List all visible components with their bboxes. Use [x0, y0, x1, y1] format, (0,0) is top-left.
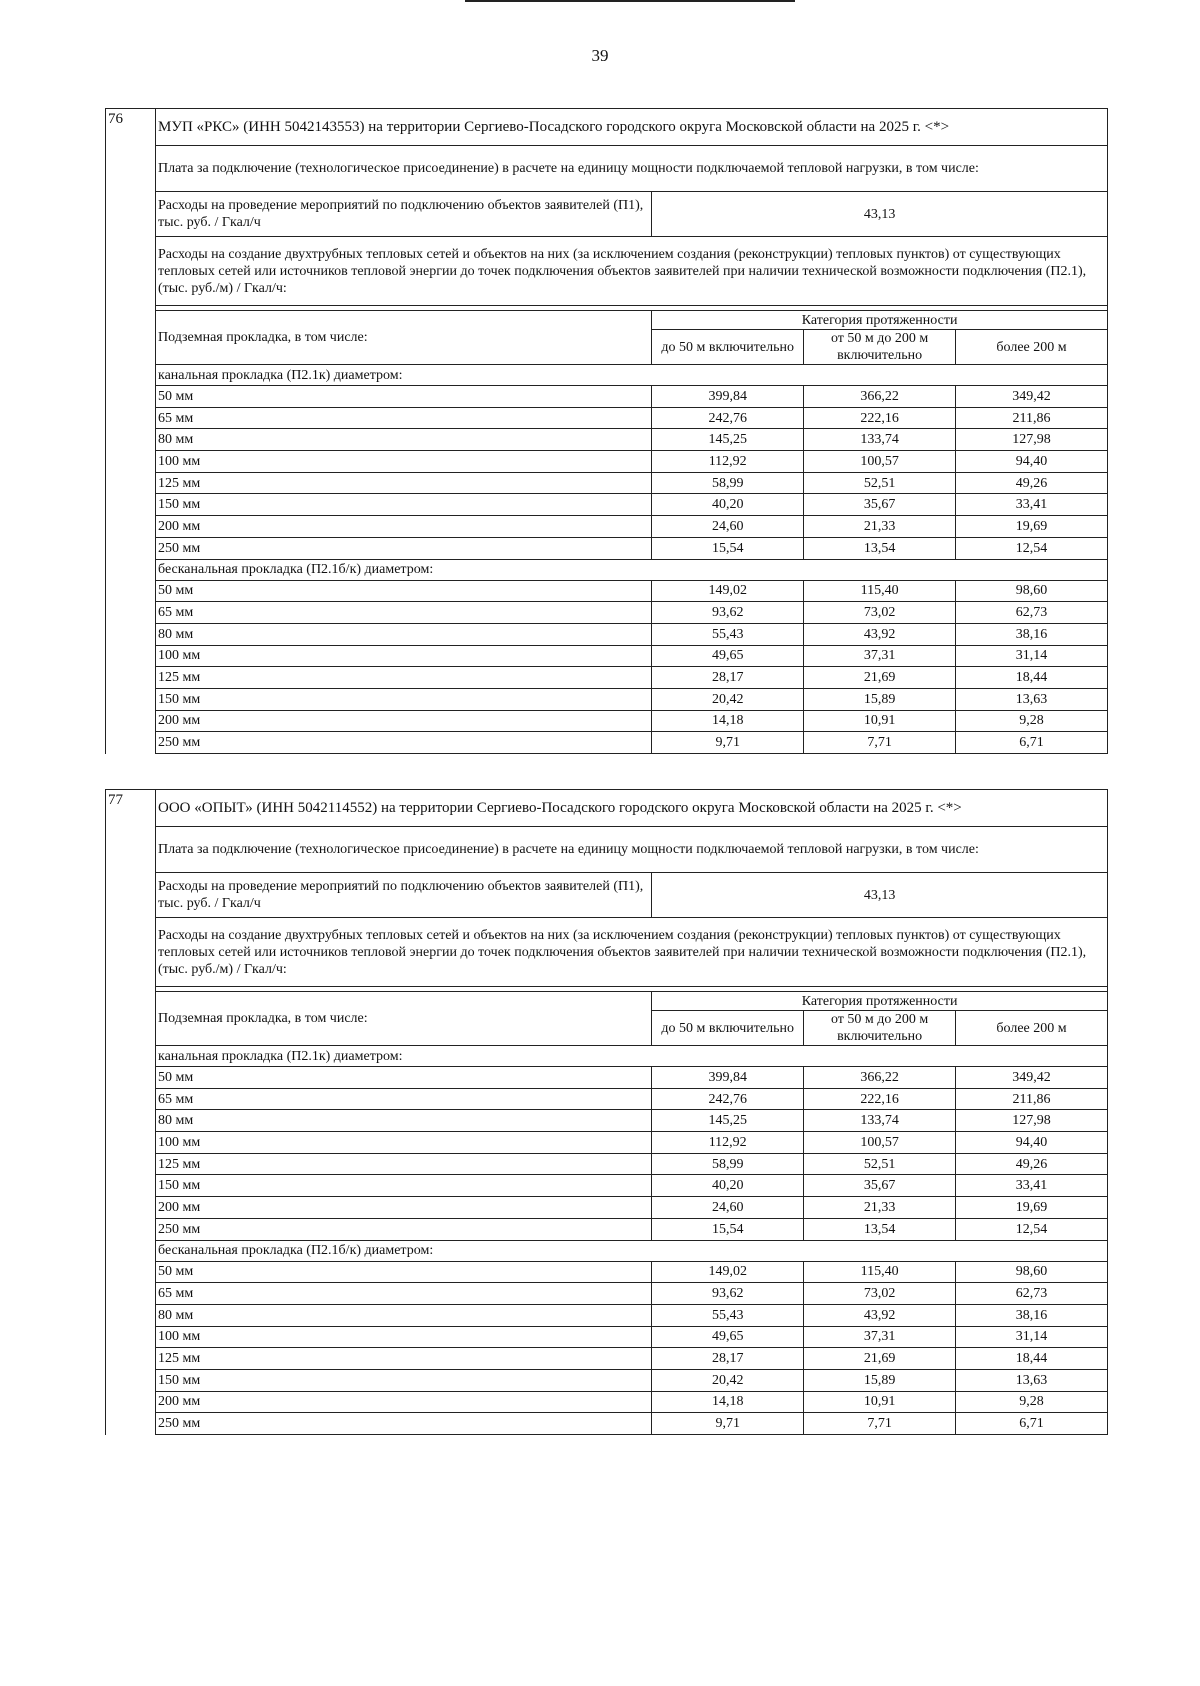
value-to-50: 20,42 — [652, 1369, 804, 1391]
diameter-cell: 200 мм — [156, 1197, 652, 1219]
table-row — [156, 1391, 1108, 1413]
value-to-50: 242,76 — [652, 1088, 804, 1110]
value-over-200: 38,16 — [956, 1304, 1108, 1326]
diameter-cell: 80 мм — [156, 1304, 652, 1326]
p2-text: Расходы на создание двухтрубных тепловых сетей и объектов на них (за исключением создания (реконструкции) тепловых пунктов) от существующих тепловых сетей или источников тепловой энергии до точек подключения объектов заявителей при наличии технической возможности подключения (П2.1), (тыс. руб./м) / Гкал/ч: — [156, 237, 1108, 306]
value-over-200: 98,60 — [956, 580, 1108, 602]
value-to-50: 112,92 — [652, 451, 804, 473]
row-number: 76 — [105, 108, 155, 754]
col-header-over-200: более 200 м — [956, 1011, 1108, 1046]
diameter-cell: 250 мм — [156, 732, 652, 754]
diameter-cell: 150 мм — [156, 688, 652, 710]
diameter-cell: 250 мм — [156, 1218, 652, 1240]
row-number: 77 — [105, 789, 155, 1435]
value-50-200: 15,89 — [804, 1369, 956, 1391]
value-over-200: 127,98 — [956, 1110, 1108, 1132]
value-over-200: 19,69 — [956, 1197, 1108, 1219]
value-to-50: 58,99 — [652, 472, 804, 494]
diameter-cell: 80 мм — [156, 429, 652, 451]
diameter-cell: 200 мм — [156, 1391, 652, 1413]
value-to-50: 20,42 — [652, 688, 804, 710]
value-50-200: 35,67 — [804, 1175, 956, 1197]
col-header-over-200: более 200 м — [956, 330, 1108, 365]
connection-fee-text: Плата за подключение (технологическое присоединение) в расчете на единицу мощности подключаемой тепловой нагрузки, в том числе: — [156, 827, 1108, 873]
value-over-200: 9,28 — [956, 1391, 1108, 1413]
table-row — [156, 688, 1108, 710]
channelless-laying-label: бесканальная прокладка (П2.1б/к) диаметром: — [156, 1240, 1108, 1261]
value-over-200: 349,42 — [956, 386, 1108, 408]
diameter-cell: 125 мм — [156, 1153, 652, 1175]
diameter-cell: 100 мм — [156, 451, 652, 473]
value-over-200: 49,26 — [956, 1153, 1108, 1175]
table-row — [156, 1283, 1108, 1305]
table-row — [156, 732, 1108, 754]
category-header: Категория протяженности — [652, 992, 1108, 1011]
value-over-200: 211,86 — [956, 407, 1108, 429]
table-row — [156, 429, 1108, 451]
table-row — [156, 1067, 1108, 1089]
p1-label: Расходы на проведение мероприятий по подключению объектов заявителей (П1), тыс. руб. / Гкал/ч — [156, 873, 652, 918]
table-row — [156, 580, 1108, 602]
table-row — [156, 386, 1108, 408]
value-50-200: 115,40 — [804, 580, 956, 602]
value-to-50: 49,65 — [652, 1326, 804, 1348]
value-over-200: 211,86 — [956, 1088, 1108, 1110]
value-to-50: 145,25 — [652, 429, 804, 451]
value-over-200: 62,73 — [956, 602, 1108, 624]
value-to-50: 40,20 — [652, 1175, 804, 1197]
value-50-200: 15,89 — [804, 688, 956, 710]
value-over-200: 94,40 — [956, 1132, 1108, 1154]
value-50-200: 10,91 — [804, 710, 956, 732]
diameter-cell: 100 мм — [156, 1132, 652, 1154]
diameter-cell: 65 мм — [156, 1088, 652, 1110]
table-row — [156, 494, 1108, 516]
value-to-50: 399,84 — [652, 386, 804, 408]
value-50-200: 366,22 — [804, 386, 956, 408]
value-50-200: 366,22 — [804, 1067, 956, 1089]
diameter-cell: 80 мм — [156, 623, 652, 645]
value-to-50: 55,43 — [652, 623, 804, 645]
value-over-200: 98,60 — [956, 1261, 1108, 1283]
value-50-200: 21,33 — [804, 516, 956, 538]
diameter-cell: 50 мм — [156, 386, 652, 408]
value-to-50: 24,60 — [652, 1197, 804, 1219]
value-to-50: 242,76 — [652, 407, 804, 429]
value-over-200: 9,28 — [956, 710, 1108, 732]
diameter-cell: 80 мм — [156, 1110, 652, 1132]
value-over-200: 18,44 — [956, 667, 1108, 689]
diameter-cell: 150 мм — [156, 1369, 652, 1391]
value-to-50: 14,18 — [652, 710, 804, 732]
value-over-200: 13,63 — [956, 688, 1108, 710]
table-row — [156, 472, 1108, 494]
value-to-50: 149,02 — [652, 580, 804, 602]
diameter-cell: 150 мм — [156, 1175, 652, 1197]
value-to-50: 112,92 — [652, 1132, 804, 1154]
value-to-50: 49,65 — [652, 645, 804, 667]
table-row — [156, 1197, 1108, 1219]
value-over-200: 18,44 — [956, 1348, 1108, 1370]
value-50-200: 100,57 — [804, 451, 956, 473]
value-50-200: 73,02 — [804, 1283, 956, 1305]
value-over-200: 6,71 — [956, 1413, 1108, 1435]
diameter-cell: 250 мм — [156, 1413, 652, 1435]
table-row — [156, 1175, 1108, 1197]
value-over-200: 6,71 — [956, 732, 1108, 754]
value-over-200: 33,41 — [956, 1175, 1108, 1197]
table-row — [156, 1413, 1108, 1435]
table-row — [156, 1261, 1108, 1283]
p1-value: 43,13 — [652, 873, 1108, 918]
value-over-200: 31,14 — [956, 1326, 1108, 1348]
top-rule — [465, 0, 795, 2]
value-50-200: 7,71 — [804, 732, 956, 754]
diameter-cell: 125 мм — [156, 667, 652, 689]
value-50-200: 43,92 — [804, 1304, 956, 1326]
tariff-table — [155, 789, 1108, 1435]
p1-value: 43,13 — [652, 192, 1108, 237]
table-row — [156, 1304, 1108, 1326]
organization-title: ООО «ОПЫТ» (ИНН 5042114552) на территории Сергиево-Посадского городского округа Московской области на 2025 г. <*> — [156, 790, 1108, 827]
value-50-200: 13,54 — [804, 537, 956, 559]
table-row — [156, 710, 1108, 732]
table-row — [156, 1132, 1108, 1154]
value-to-50: 24,60 — [652, 516, 804, 538]
value-to-50: 14,18 — [652, 1391, 804, 1413]
diameter-cell: 150 мм — [156, 494, 652, 516]
table-row — [156, 623, 1108, 645]
value-over-200: 349,42 — [956, 1067, 1108, 1089]
table-row — [156, 1369, 1108, 1391]
value-over-200: 49,26 — [956, 472, 1108, 494]
value-over-200: 19,69 — [956, 516, 1108, 538]
underground-label: Подземная прокладка, в том числе: — [156, 311, 652, 365]
value-50-200: 10,91 — [804, 1391, 956, 1413]
value-to-50: 15,54 — [652, 537, 804, 559]
table-row — [156, 645, 1108, 667]
diameter-cell: 100 мм — [156, 645, 652, 667]
value-to-50: 93,62 — [652, 1283, 804, 1305]
table-row — [156, 1348, 1108, 1370]
diameter-cell: 50 мм — [156, 580, 652, 602]
value-50-200: 43,92 — [804, 623, 956, 645]
table-row — [156, 451, 1108, 473]
value-50-200: 100,57 — [804, 1132, 956, 1154]
organization-title: МУП «РКС» (ИНН 5042143553) на территории Сергиево-Посадского городского округа Московской области на 2025 г. <*> — [156, 109, 1108, 146]
value-over-200: 127,98 — [956, 429, 1108, 451]
table-row — [156, 1153, 1108, 1175]
table-row — [156, 537, 1108, 559]
value-to-50: 28,17 — [652, 1348, 804, 1370]
value-to-50: 58,99 — [652, 1153, 804, 1175]
value-50-200: 13,54 — [804, 1218, 956, 1240]
channel-laying-label: канальная прокладка (П2.1к) диаметром: — [156, 1046, 1108, 1067]
diameter-cell: 250 мм — [156, 537, 652, 559]
value-50-200: 21,69 — [804, 1348, 956, 1370]
value-50-200: 115,40 — [804, 1261, 956, 1283]
col-header-to-50: до 50 м включительно — [652, 330, 804, 365]
value-50-200: 21,33 — [804, 1197, 956, 1219]
value-to-50: 399,84 — [652, 1067, 804, 1089]
value-50-200: 37,31 — [804, 1326, 956, 1348]
diameter-cell: 200 мм — [156, 710, 652, 732]
value-50-200: 222,16 — [804, 1088, 956, 1110]
value-to-50: 55,43 — [652, 1304, 804, 1326]
value-to-50: 40,20 — [652, 494, 804, 516]
diameter-cell: 50 мм — [156, 1261, 652, 1283]
tariff-table — [155, 108, 1108, 754]
value-over-200: 12,54 — [956, 1218, 1108, 1240]
value-50-200: 133,74 — [804, 429, 956, 451]
value-50-200: 35,67 — [804, 494, 956, 516]
value-to-50: 145,25 — [652, 1110, 804, 1132]
diameter-cell: 65 мм — [156, 1283, 652, 1305]
p2-text: Расходы на создание двухтрубных тепловых сетей и объектов на них (за исключением создания (реконструкции) тепловых пунктов) от существующих тепловых сетей или источников тепловой энергии до точек подключения объектов заявителей при наличии технической возможности подключения (П2.1), (тыс. руб./м) / Гкал/ч: — [156, 918, 1108, 987]
value-50-200: 133,74 — [804, 1110, 956, 1132]
value-over-200: 94,40 — [956, 451, 1108, 473]
value-50-200: 52,51 — [804, 472, 956, 494]
table-row — [156, 1110, 1108, 1132]
connection-fee-text: Плата за подключение (технологическое присоединение) в расчете на единицу мощности подключаемой тепловой нагрузки, в том числе: — [156, 146, 1108, 192]
diameter-cell: 125 мм — [156, 472, 652, 494]
value-to-50: 149,02 — [652, 1261, 804, 1283]
value-over-200: 31,14 — [956, 645, 1108, 667]
diameter-cell: 65 мм — [156, 407, 652, 429]
value-to-50: 28,17 — [652, 667, 804, 689]
col-header-50-200: от 50 м до 200 м включительно — [804, 330, 956, 365]
value-50-200: 21,69 — [804, 667, 956, 689]
value-over-200: 13,63 — [956, 1369, 1108, 1391]
table-row — [156, 407, 1108, 429]
channel-laying-label: канальная прокладка (П2.1к) диаметром: — [156, 365, 1108, 386]
value-over-200: 62,73 — [956, 1283, 1108, 1305]
value-to-50: 9,71 — [652, 1413, 804, 1435]
table-row — [156, 516, 1108, 538]
value-50-200: 52,51 — [804, 1153, 956, 1175]
value-50-200: 222,16 — [804, 407, 956, 429]
value-over-200: 12,54 — [956, 537, 1108, 559]
value-50-200: 37,31 — [804, 645, 956, 667]
channelless-laying-label: бесканальная прокладка (П2.1б/к) диаметром: — [156, 559, 1108, 580]
diameter-cell: 100 мм — [156, 1326, 652, 1348]
diameter-cell: 50 мм — [156, 1067, 652, 1089]
page-number: 39 — [591, 46, 609, 65]
value-over-200: 33,41 — [956, 494, 1108, 516]
col-header-50-200: от 50 м до 200 м включительно — [804, 1011, 956, 1046]
value-to-50: 15,54 — [652, 1218, 804, 1240]
table-row — [156, 1326, 1108, 1348]
value-50-200: 7,71 — [804, 1413, 956, 1435]
table-row — [156, 602, 1108, 624]
col-header-to-50: до 50 м включительно — [652, 1011, 804, 1046]
table-row — [156, 1218, 1108, 1240]
diameter-cell: 200 мм — [156, 516, 652, 538]
value-to-50: 93,62 — [652, 602, 804, 624]
diameter-cell: 65 мм — [156, 602, 652, 624]
p1-label: Расходы на проведение мероприятий по подключению объектов заявителей (П1), тыс. руб. / Гкал/ч — [156, 192, 652, 237]
category-header: Категория протяженности — [652, 311, 1108, 330]
diameter-cell: 125 мм — [156, 1348, 652, 1370]
value-to-50: 9,71 — [652, 732, 804, 754]
underground-label: Подземная прокладка, в том числе: — [156, 992, 652, 1046]
value-over-200: 38,16 — [956, 623, 1108, 645]
table-row — [156, 1088, 1108, 1110]
table-row — [156, 667, 1108, 689]
value-50-200: 73,02 — [804, 602, 956, 624]
